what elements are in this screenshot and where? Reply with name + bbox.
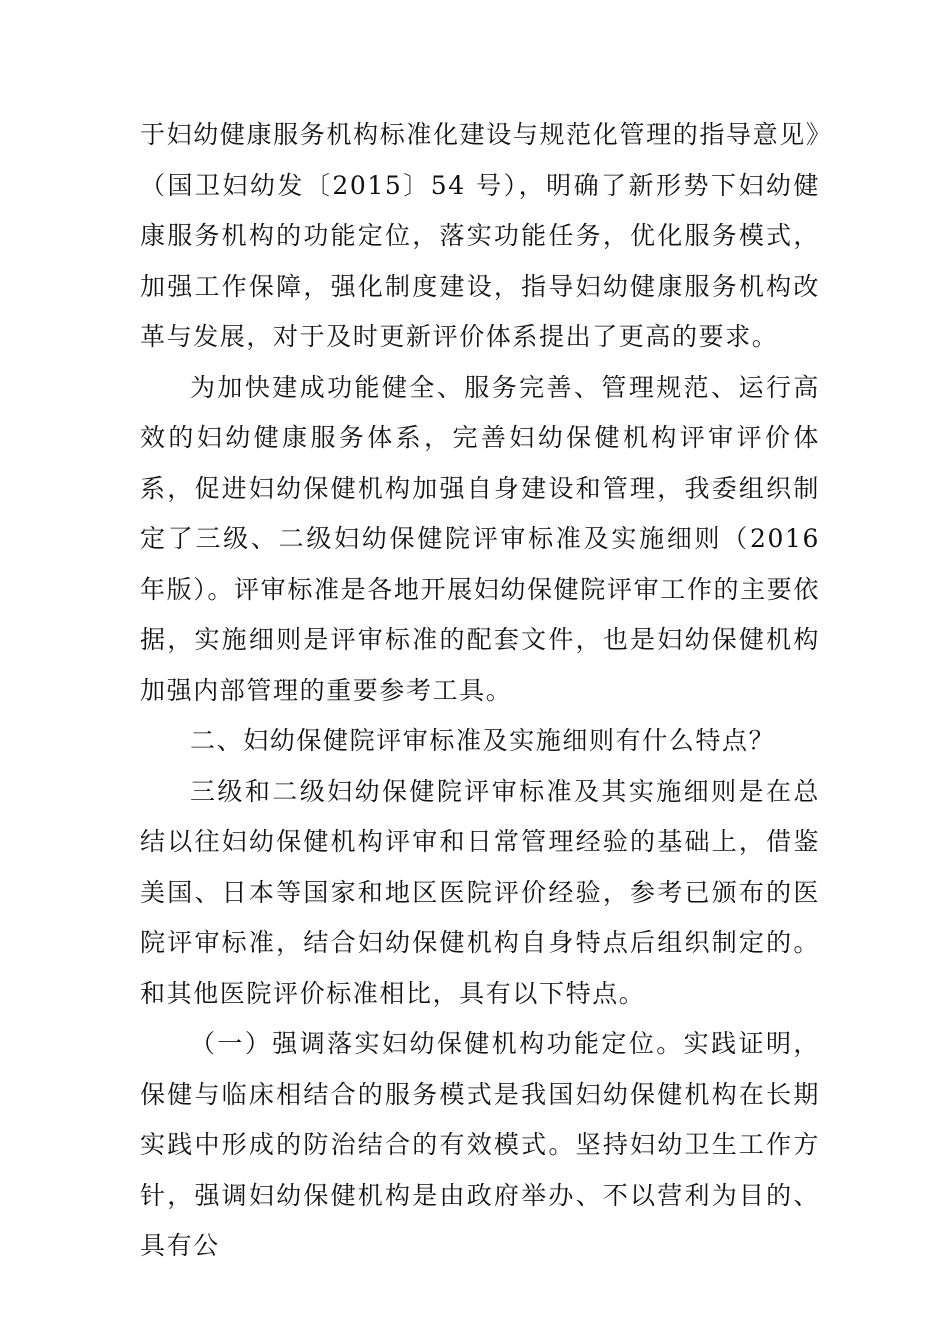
paragraph-4: （一）强调落实妇幼保健机构功能定位。实践证明，保健与临床相结合的服务模式是我国妇幼保健机构在长期实践中形成的防治结合的有效模式。坚持妇幼卫生工作方针，强调妇幼保健机构是由政府举办、不以营利为目的、具有公	[140, 1029, 820, 1260]
paragraph-1: 于妇幼健康服务机构标准化建设与规范化管理的指导意见》（国卫妇幼发〔2015〕54 号），明确了新形势下妇幼健康服务机构的功能定位，落实功能任务，优化服务模式，加强工作保障，强化制度建设，指导妇幼健康服务机构改革与发展，对于及时更新评价体系提出了更高的要求。	[140, 120, 820, 351]
paragraph-2: 为加快建成功能健全、服务完善、管理规范、运行高效的妇幼健康服务体系，完善妇幼保健机构评审评价体系，促进妇幼保健机构加强自身建设和管理，我委组织制定了三级、二级妇幼保健院评审标准及实施细则（2016 年版）。评审标准是各地开展妇幼保健院评审工作的主要依据，实施细则是评审标准的配套文件，也是妇幼保健机构加强内部管理的重要参考工具。	[140, 372, 820, 705]
document-body	[140, 110, 820, 1272]
section-heading: 二、妇幼保健院评审标准及实施细则有什么特点？	[190, 726, 776, 755]
paragraph-3: 三级和二级妇幼保健院评审标准及其实施细则是在总结以往妇幼保健机构评审和日常管理经验的基础上，借鉴美国、日本等国家和地区医院评价经验，参考已颁布的医院评审标准，结合妇幼保健机构自身特点后组织制定的。和其他医院评价标准相比，具有以下特点。	[140, 776, 820, 1008]
